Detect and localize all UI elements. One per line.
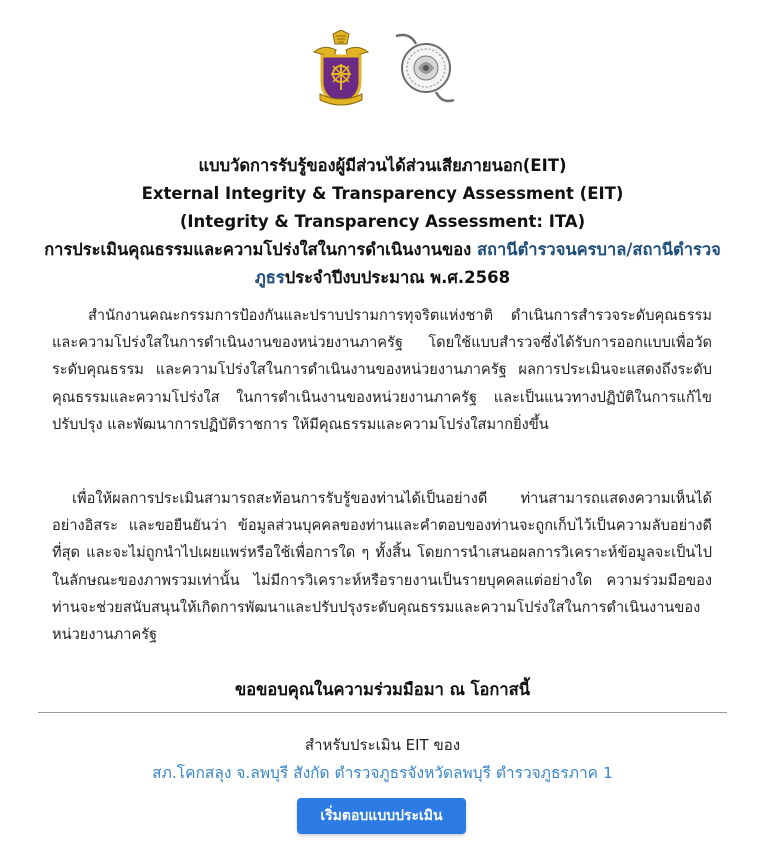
seal-emblem-icon (390, 30, 460, 106)
logo-bar (0, 30, 765, 110)
divider (38, 712, 727, 713)
station-name: สภ.โคกสลุง จ.ลพบุรี สังกัด ตำรวจภูธรจังหวัดลพบุรี ตำรวจภูธรภาค 1 (152, 764, 613, 782)
title-ita: (Integrity & Transparency Assessment: ITA) (179, 212, 586, 231)
title-fiscal-year: ประจำปีงบประมาณ พ.ศ.2568 (284, 268, 511, 287)
title-english: External Integrity & Transparency Assessment (EIT) (141, 184, 624, 203)
assessment-for-label: สำหรับประเมิน EIT ของ (304, 736, 461, 754)
police-emblem-icon (306, 30, 376, 106)
page-title (30, 152, 735, 292)
title-assessment (30, 236, 735, 292)
title-organization: สถานีตำรวจนครบาล/สถานีตำรวจภูธร (254, 240, 721, 287)
intro-paragraph-1: สำนักงานคณะกรรมการป้องกันและปราบปรามการทุจริตแห่งชาติ ดำเนินการสำรวจระดับคุณธรรม และความโปร่งใสในการดำเนินงานของหน่วยงานภาครัฐ โดยใช้แบบสำรวจซึ่งได้รับการออกแบบเพื่อวัดระดับคุณธรรม และความโปร่งใสในการดำเนินงานของหน่วยงานภาครัฐ ผลการประเมินจะแสดงถึงระดับคุณธรรมและความโปร่งใส ในการดำเนินงานของหน่วยงานภาครัฐ และเป็นแนวทางปฏิบัติในการแก้ไข ปรับปรุง และพัฒนาการปฏิบัติราชการ ให้มีคุณธรรมและความโปร่งใสมากยิ่งขึ้น (52, 307, 712, 433)
start-assessment-button[interactable]: เริ่มตอบแบบประเมิน (297, 798, 466, 834)
title-thai: แบบวัดการรับรู้ของผู้มีส่วนได้ส่วนเสียภายนอก(EIT) (198, 156, 567, 175)
intro-paragraph-2: เพื่อให้ผลการประเมินสามารถสะท้อนการรับรู้ของท่านได้เป็นอย่างดี ท่านสามารถแสดงความเห็นได้อย่างอิสระ และขอยืนยันว่า ข้อมูลส่วนบุคคลของท่านและคำตอบของท่านจะถูกเก็บไว้เป็นความลับอย่างดีที่สุด และจะไม่ถูกนำไปเผยแพร่หรือใช้เพื่อการใด ๆ ทั้งสิ้น โดยการนำเสนอผลการวิเคราะห์ข้อมูลจะเป็นไปในลักษณะของภาพรวมเท่านั้น ไม่มีการวิเคราะห์หรือรายงานเป็นรายบุคคลแต่อย่างใด ความร่วมมือของท่านจะช่วยสนับสนุนให้เกิดการพัฒนาและปรับปรุงระดับคุณธรรมและความโปร่งใสในการดำเนินงานของหน่วยงานภาครัฐ (52, 490, 712, 644)
thanks-message: ขอขอบคุณในความร่วมมือมา ณ โอกาสนี้ (234, 680, 531, 699)
title-assessment-prefix: การประเมินคุณธรรมและความโปร่งใสในการดำเนินงานของ (44, 240, 472, 259)
